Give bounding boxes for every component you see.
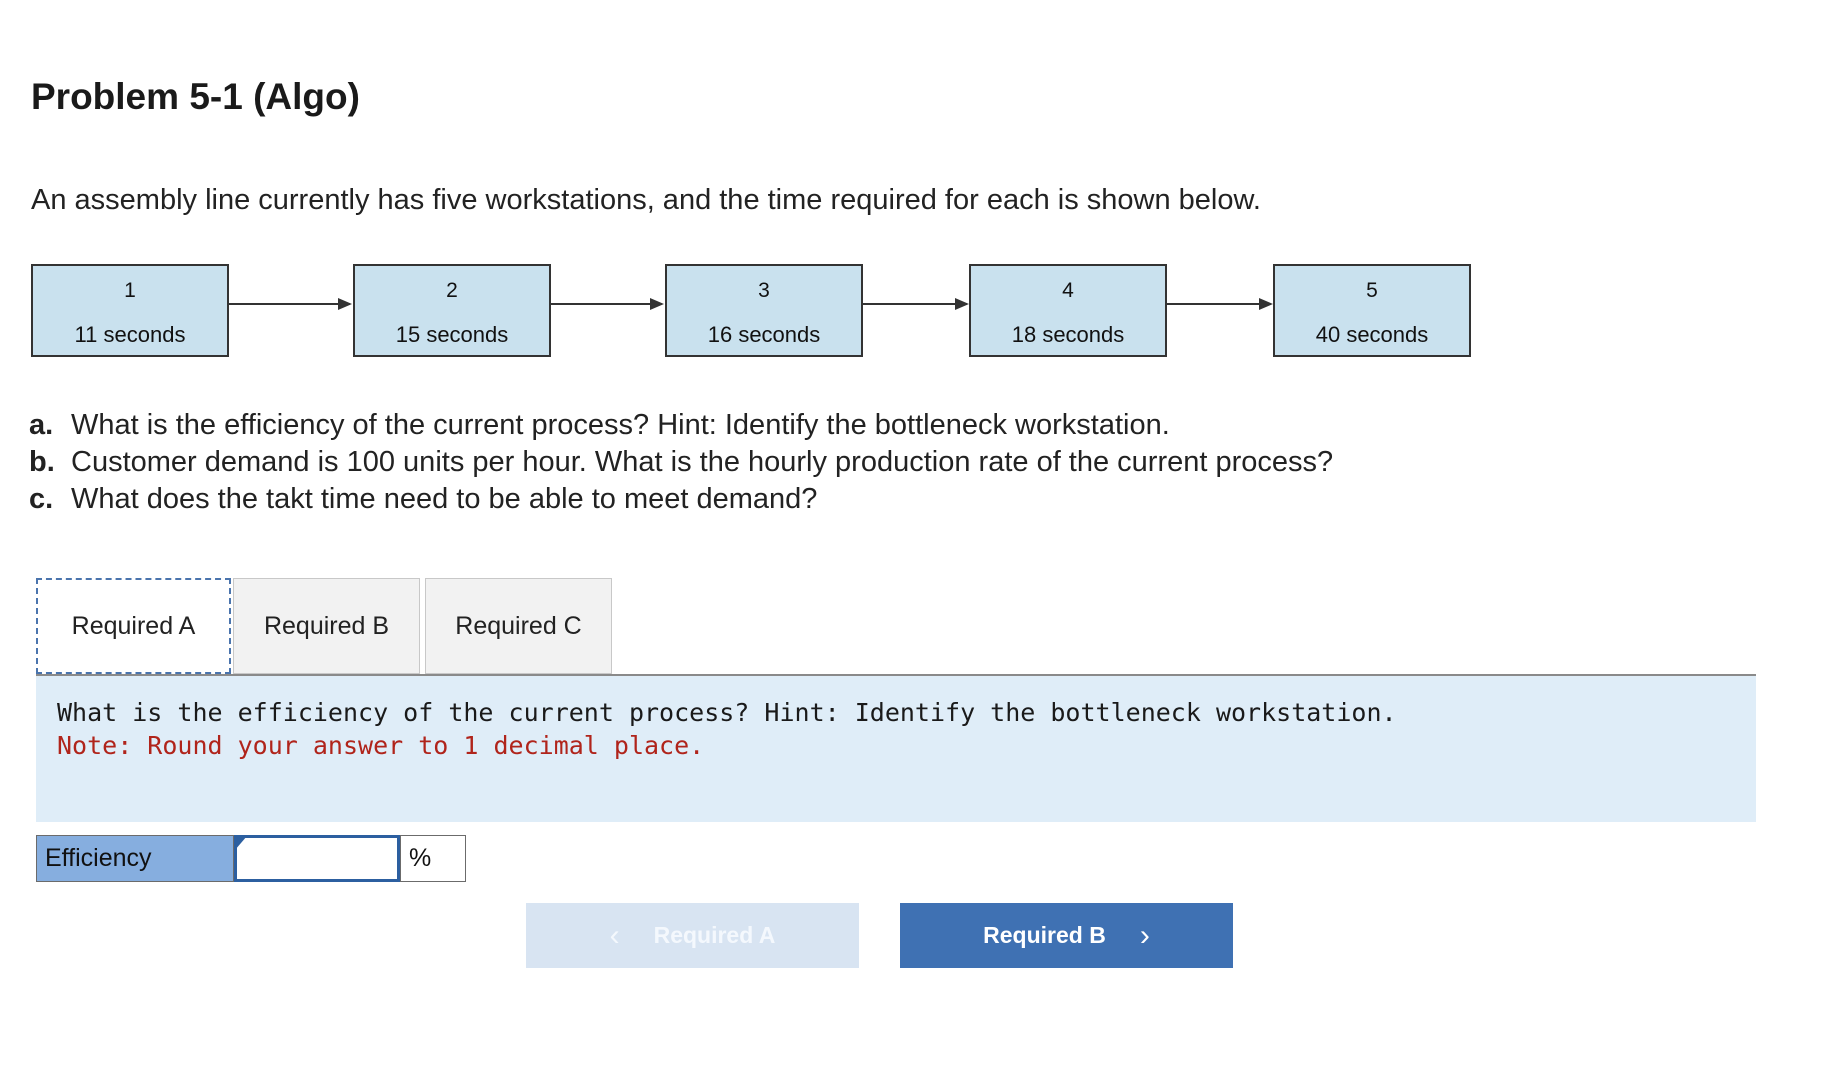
workstation-time: 40 seconds bbox=[1315, 322, 1429, 347]
problem-title: Problem 5-1 (Algo) bbox=[31, 76, 360, 117]
workstation-3 bbox=[665, 264, 863, 357]
workstation-time: 11 seconds bbox=[74, 322, 186, 347]
flow-arrow bbox=[229, 303, 350, 305]
workstation-number: 3 bbox=[758, 279, 770, 302]
question-text: What does the takt time need to be able to meet demand? bbox=[71, 483, 818, 515]
efficiency-label: Efficiency bbox=[36, 835, 234, 882]
workstation-time: 15 seconds bbox=[395, 322, 509, 347]
rounding-note: Note: Round your answer to 1 decimal place. bbox=[57, 731, 705, 760]
workstation-5 bbox=[1273, 264, 1471, 357]
question-text: What is the efficiency of the current process? Hint: Identify the bottleneck workstation. bbox=[71, 409, 1170, 441]
tab-required-c[interactable]: Required C bbox=[425, 578, 612, 674]
question-a bbox=[29, 407, 1333, 444]
workstation-time: 18 seconds bbox=[1011, 322, 1125, 347]
percent-unit: % bbox=[400, 835, 466, 882]
question-text: Customer demand is 100 units per hour. What is the hourly production rate of the current process? bbox=[71, 446, 1334, 478]
flow-arrow bbox=[1167, 303, 1271, 305]
workstation-number: 5 bbox=[1366, 279, 1378, 302]
question-panel bbox=[36, 676, 1756, 822]
tab-required-a[interactable]: Required A bbox=[36, 578, 231, 674]
question-list bbox=[29, 407, 1333, 518]
question-label: a. bbox=[29, 409, 54, 441]
question-b bbox=[29, 444, 1333, 481]
efficiency-input[interactable] bbox=[234, 835, 400, 882]
chevron-left-icon: ‹ bbox=[609, 918, 620, 952]
next-button-label: Required B bbox=[983, 922, 1106, 948]
workstation-4 bbox=[969, 264, 1167, 357]
workstation-number: 1 bbox=[124, 279, 136, 302]
workstation-number: 2 bbox=[446, 279, 458, 302]
question-c bbox=[29, 481, 1333, 518]
workstation-time: 16 seconds bbox=[707, 322, 821, 347]
flow-arrow bbox=[863, 303, 967, 305]
problem-intro: An assembly line currently has five workstations, and the time required for each is shown below. bbox=[31, 184, 1261, 216]
panel-question: What is the efficiency of the current process? Hint: Identify the bottleneck workstation. bbox=[57, 698, 1397, 727]
question-label: b. bbox=[29, 446, 55, 478]
tab-required-b[interactable]: Required B bbox=[233, 578, 420, 674]
chevron-right-icon: › bbox=[1139, 918, 1150, 952]
workstation-1 bbox=[31, 264, 229, 357]
workstation-number: 4 bbox=[1062, 279, 1074, 302]
prev-button-label: Required A bbox=[653, 922, 776, 948]
prev-required-a-button[interactable] bbox=[526, 903, 859, 968]
next-required-b-button[interactable] bbox=[900, 903, 1233, 968]
question-label: c. bbox=[29, 483, 54, 515]
flow-arrow bbox=[551, 303, 662, 305]
workstation-2 bbox=[353, 264, 551, 357]
input-flag-icon bbox=[235, 836, 247, 850]
